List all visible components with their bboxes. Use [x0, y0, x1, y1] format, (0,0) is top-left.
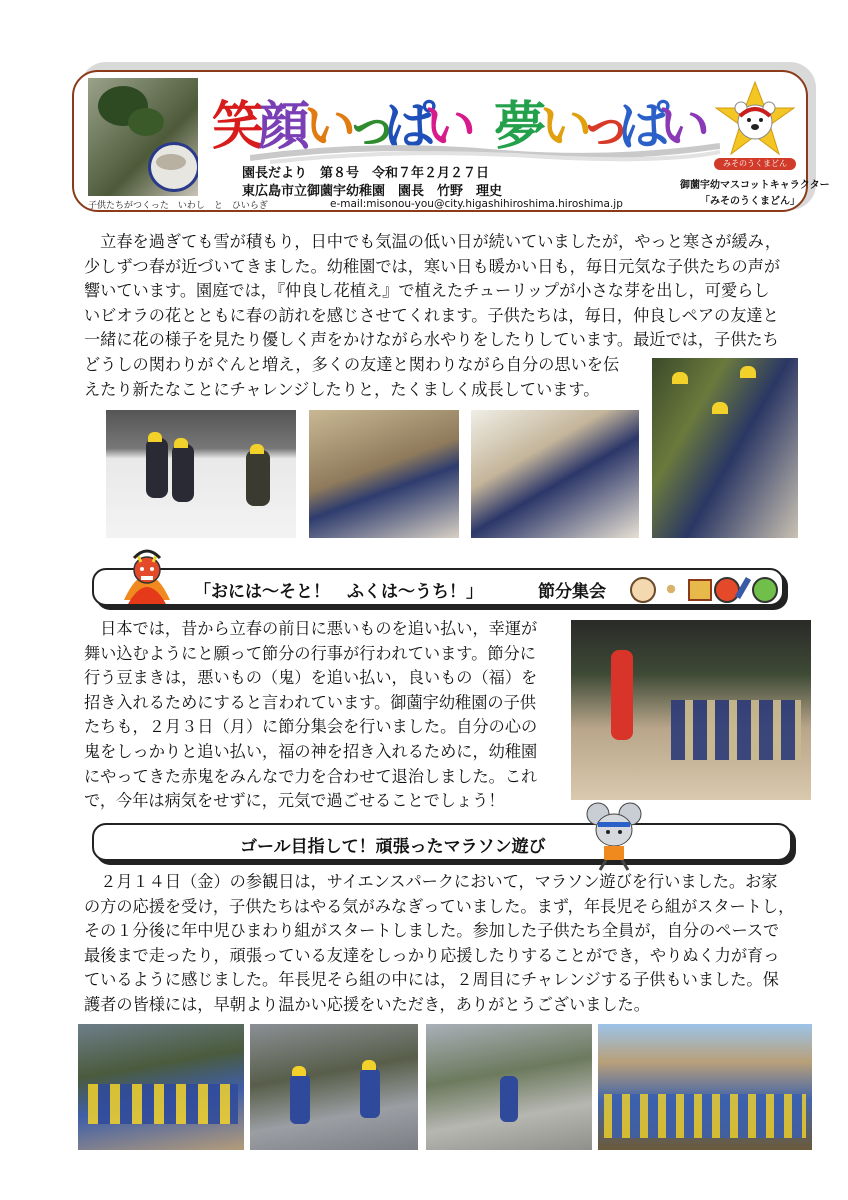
paragraph-line: にやってきた赤鬼をみんなで力を合わせて退治しました。これ: [84, 766, 538, 786]
paragraph-line: ているように感じました。年長児そら組の中には，２周目にチャレンジする子供もいました。保: [84, 970, 779, 990]
paragraph-line: 鬼をしっかりと追い払い，福の神を招き入れるために，幼稚園: [84, 741, 538, 761]
section-setsubun-text: [84, 617, 537, 814]
oni-icon: [114, 540, 180, 612]
marathon-banner-title: ゴール目指して！頑張ったマラソン遊び: [240, 837, 546, 857]
photo-classroom-talk: [309, 410, 459, 538]
title-char: い: [304, 97, 357, 157]
photo-watering-flowers: [652, 358, 798, 538]
mascot-name: 「みそのうくまどん」: [700, 196, 800, 207]
title-char: い: [540, 97, 593, 157]
setsubun-banner-title: 「おには～そと！ ふくは～うち！」: [194, 582, 483, 602]
mouse-mascot-icon: [584, 800, 644, 872]
issue-line: 園長だより 第８号 令和７年２月２７日: [242, 166, 490, 181]
setsubun-icons: [630, 575, 776, 601]
title-char: ぱ: [384, 97, 437, 157]
paragraph-line: 響いています。園庭では，『仲良し花植え』で植えたチューリップが小さな芽を出し，可愛らし: [84, 281, 770, 301]
school-line: 東広島市立御薗宇幼稚園 園長 竹野 理史: [242, 184, 503, 199]
paragraph-line: 最後まで走ったり，頑張っている友達をしっかり応援したりすることができ，やりぬく力が育っ: [84, 945, 780, 965]
photo-snow-play: [106, 410, 296, 538]
box-icon: [688, 579, 712, 601]
title-char: 笑: [212, 97, 265, 157]
section-marathon-text: [84, 870, 794, 1018]
photo-marathon-running: [250, 1024, 418, 1150]
paragraph-line: どうしの関わりがぐんと増え，多くの友達と関わりながら自分の思いを伝: [84, 354, 620, 374]
beans-icon: [660, 581, 682, 597]
title-char: っ: [580, 97, 633, 157]
title-char: い: [658, 97, 711, 157]
red-oni-icon: [714, 577, 740, 603]
title-char: っ: [346, 97, 399, 157]
photo-marathon-path: [426, 1024, 592, 1150]
paragraph-line: の方の応援を受け，子供たちはやる気がみなぎっていました。まず，年長児そら組がスタートし，: [84, 896, 795, 916]
paragraph-line: 招き入れるためにすると言われています。御薗宇幼稚園の子供: [84, 692, 536, 712]
header-photo-caption: 子供たちがつくった いわし と ひいらぎ: [88, 201, 268, 211]
mascot-label: 御薗宇幼マスコットキャラクター: [680, 180, 830, 191]
green-oni-icon: [752, 577, 778, 603]
title-char: 夢: [494, 97, 547, 157]
paragraph-line: えたり新たなことにチャレンジしたりと，たくましく成長しています。: [84, 379, 600, 399]
paragraph-line: 日本では，昔から立春の前日に悪いものを追い払い，幸運が: [84, 619, 538, 638]
photo-group: [598, 1024, 812, 1150]
paragraph-line: 一緒に花の様子を見たり優しく声をかけながら水やりをしたりしています。最近では，子供たち: [84, 330, 779, 350]
title-char: 顔: [258, 97, 311, 157]
paragraph-line: 少しずつ春が近づいてきました。幼稚園では，寒い日も暖かい日も，毎日元気な子供たちの声が: [84, 256, 781, 276]
otafuku-icon: [630, 577, 656, 603]
title-swoosh: [250, 140, 720, 164]
setsubun-banner-subtitle: 節分集会: [538, 582, 606, 602]
paragraph-line: で，今年は病気をせずに，元気で過ごせることでしょう！: [84, 791, 505, 811]
email-address[interactable]: e-mail:misonou-you@city.higashihiroshima.hiroshima.jp: [330, 198, 623, 210]
paragraph-line: たちも，２月３日（月）に節分集会を行いました。自分の心の: [84, 717, 538, 737]
mascot-banner: みそのうくまどん: [714, 158, 796, 170]
title-char: い: [424, 97, 477, 157]
paragraph-line: その１分後に年中児ひまわり組がスタートしました。参加した子供たち全員が，自分のペースで: [84, 921, 780, 941]
mascot-image: [712, 80, 798, 166]
paragraph-line: 行う豆まきは，悪いもの（鬼）を追い払い，良いもの（福）を: [84, 668, 538, 688]
paragraph-line: 舞い込むようにと願って節分の行事が行われています。節分に: [84, 643, 536, 663]
photo-setsubun-event: [571, 620, 811, 800]
photo-marathon-start: [78, 1024, 244, 1150]
paragraph-line: ２月１４日（金）の参観日は，サイエンスパークにおいて，マラソン遊びを行いました。お家: [84, 872, 778, 891]
photo-classroom-play: [471, 410, 639, 538]
paragraph-line: 立春を過ぎても雪が積もり，日中でも気温の低い日が続いていましたが，やっと寒さが緩み，: [84, 232, 782, 251]
paragraph-line: 護者の皆様には，早朝より温かい応援をいただき，ありがとうございました。: [84, 994, 650, 1014]
paragraph-line: いビオラの花とともに春の訪れを感じさせてくれます。子供たちは，毎日，仲良しペアの友達と: [84, 305, 779, 325]
title-char: ぱ: [618, 97, 671, 157]
